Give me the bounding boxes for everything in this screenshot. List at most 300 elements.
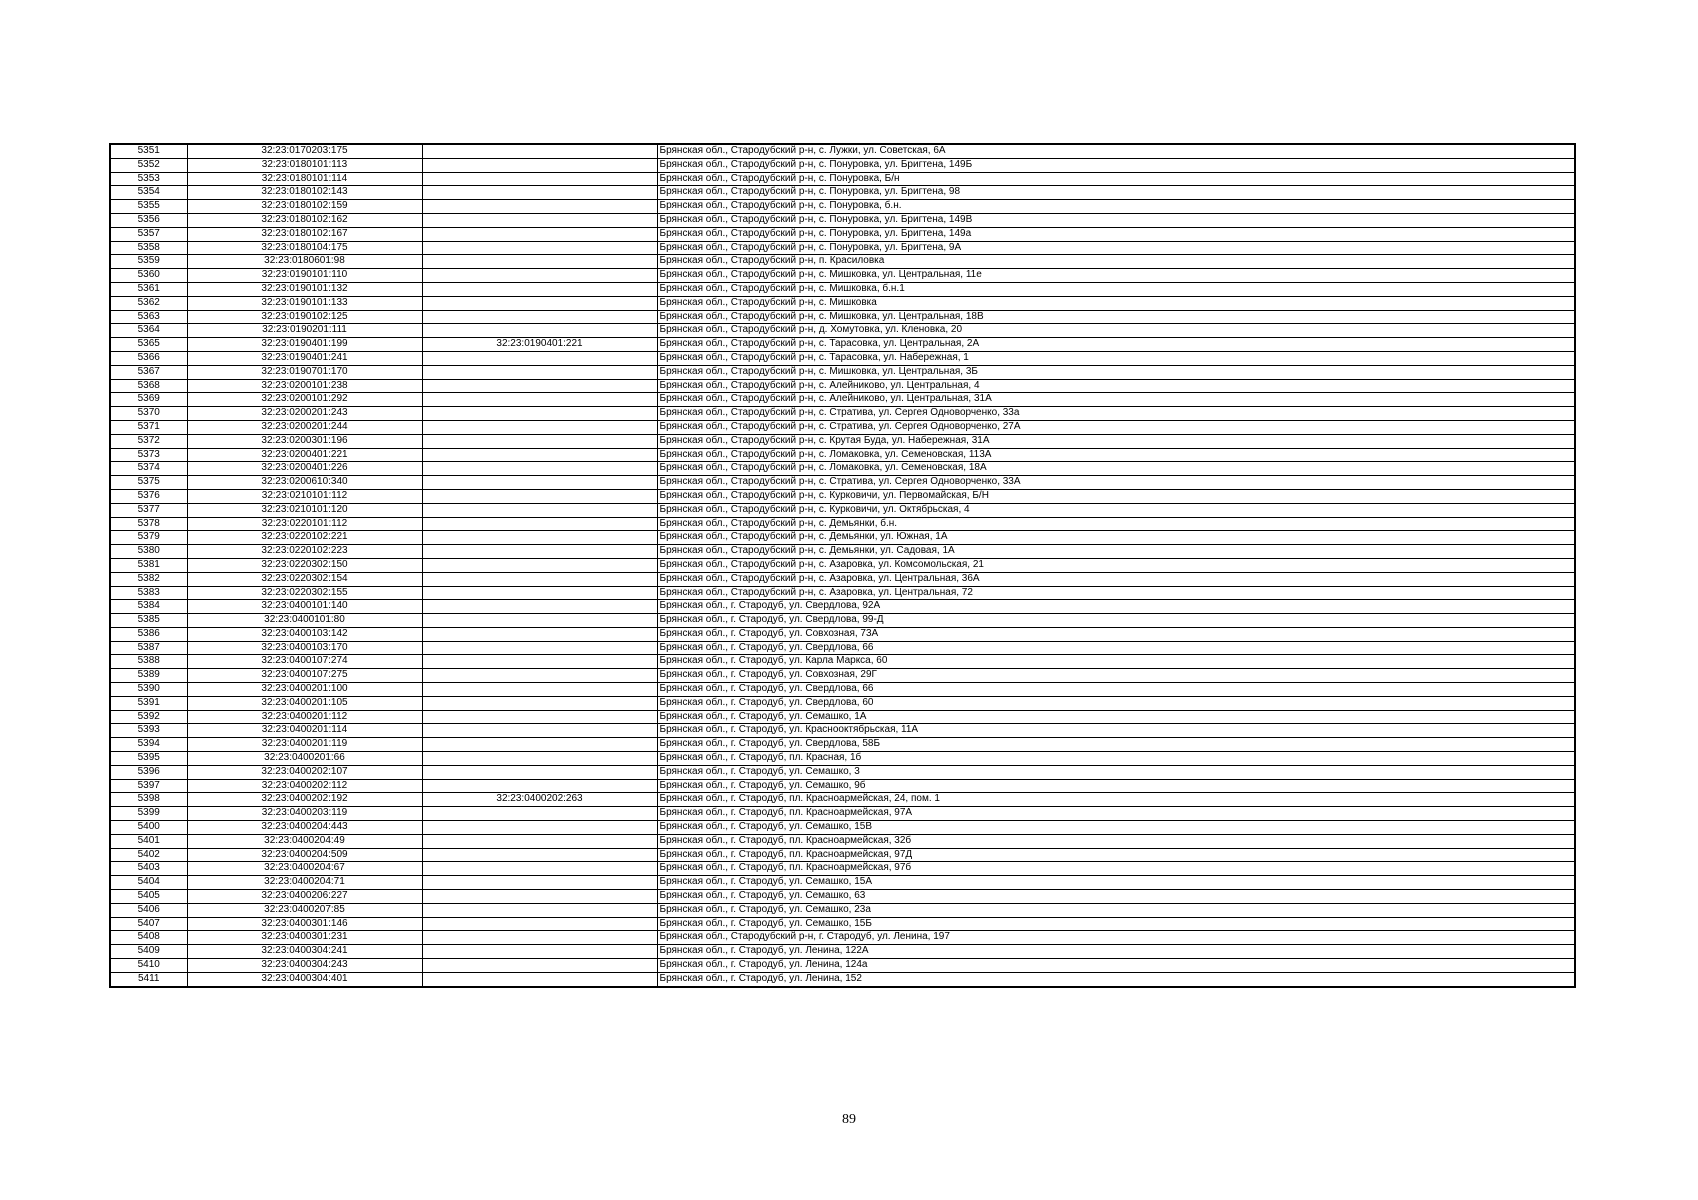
row-number-cell: 5404 [110,876,187,890]
row-number-cell: 5366 [110,351,187,365]
cadastral-number-cell: 32:23:0400201:112 [187,710,422,724]
row-number-cell: 5372 [110,434,187,448]
address-cell: Брянская обл., Стародубский р-н, с. Курковичи, ул. Октябрьская, 4 [657,503,1575,517]
table-row [110,489,1575,503]
related-cadastral-number-cell [422,752,657,766]
related-cadastral-number-cell [422,241,657,255]
row-number-cell: 5408 [110,931,187,945]
row-number-cell: 5359 [110,255,187,269]
address-cell: Брянская обл., г. Стародуб, ул. Ленина, 152 [657,972,1575,986]
cadastral-number-cell: 32:23:0190401:241 [187,351,422,365]
cadastral-number-cell: 32:23:0400202:192 [187,793,422,807]
related-cadastral-number-cell [422,227,657,241]
cadastral-number-cell: 32:23:0190102:125 [187,310,422,324]
address-cell: Брянская обл., Стародубский р-н, с. Стратива, ул. Сергея Одноворченко, 33А [657,476,1575,490]
related-cadastral-number-cell [422,448,657,462]
related-cadastral-number-cell [422,614,657,628]
address-cell: Брянская обл., Стародубский р-н, с. Алейниково, ул. Центральная, 31А [657,393,1575,407]
row-number-cell: 5357 [110,227,187,241]
table-row [110,876,1575,890]
related-cadastral-number-cell [422,531,657,545]
cadastral-number-cell: 32:23:0210101:112 [187,489,422,503]
address-cell: Брянская обл., Стародубский р-н, с. Мишковка, б.н.1 [657,282,1575,296]
address-cell: Брянская обл., г. Стародуб, ул. Свердлова, 66 [657,683,1575,697]
related-cadastral-number-cell [422,669,657,683]
related-cadastral-number-cell [422,186,657,200]
cadastral-number-cell: 32:23:0400103:142 [187,627,422,641]
address-cell: Брянская обл., Стародубский р-н, с. Азаровка, ул. Комсомольская, 21 [657,558,1575,572]
address-cell: Брянская обл., г. Стародуб, ул. Ленина, 124а [657,959,1575,973]
address-cell: Брянская обл., г. Стародуб, ул. Совхозная, 29Г [657,669,1575,683]
table-row [110,296,1575,310]
row-number-cell: 5396 [110,765,187,779]
related-cadastral-number-cell [422,710,657,724]
related-cadastral-number-cell [422,876,657,890]
related-cadastral-number-cell [422,172,657,186]
related-cadastral-number-cell [422,558,657,572]
row-number-cell: 5398 [110,793,187,807]
row-number-cell: 5368 [110,379,187,393]
address-cell: Брянская обл., г. Стародуб, ул. Ленина, 122А [657,945,1575,959]
row-number-cell: 5351 [110,144,187,158]
row-number-cell: 5354 [110,186,187,200]
related-cadastral-number-cell [422,144,657,158]
address-cell: Брянская обл., Стародубский р-н, с. Стратива, ул. Сергея Одноворченко, 33а [657,407,1575,421]
cadastral-number-cell: 32:23:0210101:120 [187,503,422,517]
address-cell: Брянская обл., Стародубский р-н, с. Мишковка, ул. Центральная, 18В [657,310,1575,324]
table-row [110,972,1575,986]
address-cell: Брянская обл., Стародубский р-н, с. Алейниково, ул. Центральная, 4 [657,379,1575,393]
table-row [110,144,1575,158]
cadastral-number-cell: 32:23:0400202:107 [187,765,422,779]
related-cadastral-number-cell [422,434,657,448]
row-number-cell: 5378 [110,517,187,531]
related-cadastral-number-cell [422,683,657,697]
table-row [110,227,1575,241]
cadastral-number-cell: 32:23:0220302:155 [187,586,422,600]
address-cell: Брянская обл., г. Стародуб, ул. Семашко, 23а [657,903,1575,917]
table-row [110,848,1575,862]
cadastral-number-cell: 32:23:0220102:221 [187,531,422,545]
row-number-cell: 5377 [110,503,187,517]
table-row [110,558,1575,572]
table-row [110,793,1575,807]
cadastral-number-cell: 32:23:0180101:113 [187,158,422,172]
address-cell: Брянская обл., г. Стародуб, ул. Свердлова, 92А [657,600,1575,614]
related-cadastral-number-cell [422,945,657,959]
related-cadastral-number-cell [422,807,657,821]
table-row [110,448,1575,462]
table-row [110,282,1575,296]
address-cell: Брянская обл., г. Стародуб, пл. Красноармейская, 97Д [657,848,1575,862]
address-cell: Брянская обл., Стародубский р-н, с. Мишковка, ул. Центральная, 3Б [657,365,1575,379]
cadastral-number-cell: 32:23:0400201:119 [187,738,422,752]
address-cell: Брянская обл., Стародубский р-н, с. Понуровка, б.н. [657,200,1575,214]
row-number-cell: 5352 [110,158,187,172]
cadastral-number-cell: 32:23:0220302:154 [187,572,422,586]
table-row [110,158,1575,172]
row-number-cell: 5373 [110,448,187,462]
table-row [110,517,1575,531]
table-row [110,200,1575,214]
address-cell: Брянская обл., г. Стародуб, ул. Свердлова, 58Б [657,738,1575,752]
row-number-cell: 5380 [110,545,187,559]
row-number-cell: 5356 [110,213,187,227]
row-number-cell: 5369 [110,393,187,407]
cadastral-number-cell: 32:23:0200401:221 [187,448,422,462]
table-row [110,407,1575,421]
related-cadastral-number-cell [422,407,657,421]
address-cell: Брянская обл., Стародубский р-н, с. Азаровка, ул. Центральная, 36А [657,572,1575,586]
cadastral-number-cell: 32:23:0190101:110 [187,269,422,283]
cadastral-number-cell: 32:23:0400204:49 [187,834,422,848]
related-cadastral-number-cell [422,310,657,324]
row-number-cell: 5409 [110,945,187,959]
row-number-cell: 5400 [110,821,187,835]
row-number-cell: 5395 [110,752,187,766]
address-cell: Брянская обл., Стародубский р-н, с. Тарасовка, ул. Набережная, 1 [657,351,1575,365]
table-row [110,752,1575,766]
related-cadastral-number-cell [422,627,657,641]
table-row [110,503,1575,517]
row-number-cell: 5402 [110,848,187,862]
address-cell: Брянская обл., Стародубский р-н, с. Курковичи, ул. Первомайская, Б/Н [657,489,1575,503]
address-cell: Брянская обл., г. Стародуб, пл. Красноармейская, 32б [657,834,1575,848]
row-number-cell: 5410 [110,959,187,973]
related-cadastral-number-cell [422,420,657,434]
table-row [110,393,1575,407]
related-cadastral-number-cell [422,917,657,931]
address-cell: Брянская обл., г. Стародуб, ул. Свердлова, 60 [657,696,1575,710]
related-cadastral-number-cell [422,779,657,793]
related-cadastral-number-cell [422,848,657,862]
row-number-cell: 5407 [110,917,187,931]
cadastral-number-cell: 32:23:0220102:223 [187,545,422,559]
related-cadastral-number-cell [422,365,657,379]
row-number-cell: 5370 [110,407,187,421]
table-row [110,765,1575,779]
cadastral-number-cell: 32:23:0400101:140 [187,600,422,614]
table-row [110,462,1575,476]
related-cadastral-number-cell [422,517,657,531]
cadastral-number-cell: 32:23:0180102:167 [187,227,422,241]
address-cell: Брянская обл., Стародубский р-н, с. Ломаковка, ул. Семеновская, 18А [657,462,1575,476]
table-row [110,738,1575,752]
address-cell: Брянская обл., Стародубский р-н, с. Ломаковка, ул. Семеновская, 113А [657,448,1575,462]
address-cell: Брянская обл., г. Стародуб, ул. Свердлова, 66 [657,641,1575,655]
table-row [110,655,1575,669]
row-number-cell: 5375 [110,476,187,490]
table-row [110,710,1575,724]
table-row [110,641,1575,655]
cadastral-number-cell: 32:23:0180601:98 [187,255,422,269]
related-cadastral-number-cell [422,545,657,559]
table-row [110,186,1575,200]
address-cell: Брянская обл., Стародубский р-н, с. Понуровка, ул. Бригтена, 149а [657,227,1575,241]
cadastral-number-cell: 32:23:0180102:159 [187,200,422,214]
table-row [110,627,1575,641]
table-row [110,351,1575,365]
row-number-cell: 5385 [110,614,187,628]
related-cadastral-number-cell [422,641,657,655]
related-cadastral-number-cell [422,931,657,945]
row-number-cell: 5364 [110,324,187,338]
address-cell: Брянская обл., Стародубский р-н, с. Демьянки, б.н. [657,517,1575,531]
related-cadastral-number-cell [422,821,657,835]
row-number-cell: 5381 [110,558,187,572]
address-cell: Брянская обл., Стародубский р-н, г. Стародуб, ул. Ленина, 197 [657,931,1575,945]
related-cadastral-number-cell [422,503,657,517]
table-row [110,241,1575,255]
address-cell: Брянская обл., г. Стародуб, пл. Красноармейская, 97б [657,862,1575,876]
related-cadastral-number-cell: 32:23:0400202:263 [422,793,657,807]
cadastral-number-cell: 32:23:0400201:100 [187,683,422,697]
row-number-cell: 5361 [110,282,187,296]
row-number-cell: 5405 [110,890,187,904]
cadastral-number-cell: 32:23:0400201:105 [187,696,422,710]
cadastral-number-cell: 32:23:0400103:170 [187,641,422,655]
row-number-cell: 5379 [110,531,187,545]
cadastral-number-cell: 32:23:0190101:132 [187,282,422,296]
address-cell: Брянская обл., Стародубский р-н, с. Лужки, ул. Советская, 6А [657,144,1575,158]
cadastral-number-cell: 32:23:0220101:112 [187,517,422,531]
related-cadastral-number-cell [422,600,657,614]
cadastral-number-cell: 32:23:0400301:146 [187,917,422,931]
row-number-cell: 5394 [110,738,187,752]
row-number-cell: 5397 [110,779,187,793]
address-cell: Брянская обл., г. Стародуб, ул. Семашко, 15А [657,876,1575,890]
row-number-cell: 5383 [110,586,187,600]
row-number-cell: 5387 [110,641,187,655]
cadastral-number-cell: 32:23:0400107:275 [187,669,422,683]
row-number-cell: 5376 [110,489,187,503]
address-cell: Брянская обл., Стародубский р-н, с. Понуровка, ул. Бригтена, 9А [657,241,1575,255]
related-cadastral-number-cell [422,324,657,338]
cadastral-number-cell: 32:23:0220302:150 [187,558,422,572]
table-row [110,476,1575,490]
address-cell: Брянская обл., Стародубский р-н, с. Понуровка, ул. Бригтена, 149В [657,213,1575,227]
related-cadastral-number-cell [422,724,657,738]
cadastral-number-cell: 32:23:0190101:133 [187,296,422,310]
address-cell: Брянская обл., Стародубский р-н, с. Понуровка, ул. Бригтена, 149Б [657,158,1575,172]
related-cadastral-number-cell [422,282,657,296]
cadastral-number-cell: 32:23:0400304:401 [187,972,422,986]
row-number-cell: 5360 [110,269,187,283]
table-row [110,545,1575,559]
cadastral-number-cell: 32:23:0400201:66 [187,752,422,766]
page-number: 89 [842,1112,856,1127]
table-row [110,572,1575,586]
cadastral-number-cell: 32:23:0180102:143 [187,186,422,200]
cadastral-number-cell: 32:23:0400203:119 [187,807,422,821]
related-cadastral-number-cell [422,158,657,172]
address-cell: Брянская обл., Стародубский р-н, с. Демьянки, ул. Садовая, 1А [657,545,1575,559]
table-row [110,779,1575,793]
address-cell: Брянская обл., г. Стародуб, ул. Семашко, 1А [657,710,1575,724]
table-row [110,269,1575,283]
table-row [110,903,1575,917]
table-row [110,365,1575,379]
row-number-cell: 5365 [110,338,187,352]
address-cell: Брянская обл., Стародубский р-н, д. Хомутовка, ул. Кленовка, 20 [657,324,1575,338]
related-cadastral-number-cell [422,834,657,848]
address-cell: Брянская обл., Стародубский р-н, с. Понуровка, ул. Бригтена, 98 [657,186,1575,200]
cadastral-number-cell: 32:23:0200201:244 [187,420,422,434]
row-number-cell: 5388 [110,655,187,669]
cadastral-number-cell: 32:23:0400206:227 [187,890,422,904]
related-cadastral-number-cell [422,862,657,876]
cadastral-number-cell: 32:23:0180101:114 [187,172,422,186]
row-number-cell: 5386 [110,627,187,641]
table-row [110,945,1575,959]
table-row [110,890,1575,904]
cadastral-number-cell: 32:23:0400204:509 [187,848,422,862]
property-table [109,143,1576,988]
table-row [110,531,1575,545]
address-cell: Брянская обл., г. Стародуб, ул. Семашко, 15Б [657,917,1575,931]
table-row [110,696,1575,710]
table-row [110,917,1575,931]
table-row [110,959,1575,973]
row-number-cell: 5390 [110,683,187,697]
cadastral-number-cell: 32:23:0400301:231 [187,931,422,945]
row-number-cell: 5353 [110,172,187,186]
related-cadastral-number-cell: 32:23:0190401:221 [422,338,657,352]
row-number-cell: 5393 [110,724,187,738]
address-cell: Брянская обл., Стародубский р-н, с. Понуровка, Б/н [657,172,1575,186]
cadastral-number-cell: 32:23:0400304:241 [187,945,422,959]
address-cell: Брянская обл., г. Стародуб, ул. Семашко, 63 [657,890,1575,904]
table-row [110,931,1575,945]
cadastral-number-cell: 32:23:0200101:238 [187,379,422,393]
related-cadastral-number-cell [422,200,657,214]
row-number-cell: 5384 [110,600,187,614]
address-cell: Брянская обл., г. Стародуб, пл. Красноармейская, 97А [657,807,1575,821]
related-cadastral-number-cell [422,489,657,503]
cadastral-number-cell: 32:23:0400207:85 [187,903,422,917]
address-cell: Брянская обл., г. Стародуб, ул. Семашко, 15В [657,821,1575,835]
table-row [110,807,1575,821]
row-number-cell: 5362 [110,296,187,310]
table-row [110,862,1575,876]
row-number-cell: 5411 [110,972,187,986]
cadastral-number-cell: 32:23:0200201:243 [187,407,422,421]
table-row [110,420,1575,434]
row-number-cell: 5403 [110,862,187,876]
cadastral-number-cell: 32:23:0200610:340 [187,476,422,490]
row-number-cell: 5399 [110,807,187,821]
cadastral-number-cell: 32:23:0200401:226 [187,462,422,476]
table-row [110,586,1575,600]
table-row [110,434,1575,448]
related-cadastral-number-cell [422,655,657,669]
cadastral-number-cell: 32:23:0200101:292 [187,393,422,407]
related-cadastral-number-cell [422,379,657,393]
table-row [110,683,1575,697]
address-cell: Брянская обл., Стародубский р-н, с. Азаровка, ул. Центральная, 72 [657,586,1575,600]
table-row [110,213,1575,227]
related-cadastral-number-cell [422,972,657,986]
row-number-cell: 5355 [110,200,187,214]
cadastral-number-cell: 32:23:0200301:196 [187,434,422,448]
related-cadastral-number-cell [422,890,657,904]
row-number-cell: 5401 [110,834,187,848]
cadastral-number-cell: 32:23:0400204:67 [187,862,422,876]
address-cell: Брянская обл., г. Стародуб, ул. Совхозная, 73А [657,627,1575,641]
cadastral-number-cell: 32:23:0190401:199 [187,338,422,352]
address-cell: Брянская обл., г. Стародуб, пл. Красная, 1б [657,752,1575,766]
table-row [110,834,1575,848]
property-table-body [110,144,1575,987]
table-row [110,310,1575,324]
related-cadastral-number-cell [422,351,657,365]
table-row [110,324,1575,338]
row-number-cell: 5367 [110,365,187,379]
address-cell: Брянская обл., Стародубский р-н, с. Мишковка [657,296,1575,310]
cadastral-number-cell: 32:23:0400304:243 [187,959,422,973]
related-cadastral-number-cell [422,296,657,310]
related-cadastral-number-cell [422,903,657,917]
cadastral-number-cell: 32:23:0190201:111 [187,324,422,338]
address-cell: Брянская обл., г. Стародуб, ул. Краснооктябрьская, 11А [657,724,1575,738]
address-cell: Брянская обл., г. Стародуб, ул. Семашко, 3 [657,765,1575,779]
cadastral-number-cell: 32:23:0400204:443 [187,821,422,835]
address-cell: Брянская обл., Стародубский р-н, с. Демьянки, ул. Южная, 1А [657,531,1575,545]
row-number-cell: 5389 [110,669,187,683]
address-cell: Брянская обл., г. Стародуб, ул. Карла Маркса, 60 [657,655,1575,669]
cadastral-number-cell: 32:23:0180104:175 [187,241,422,255]
row-number-cell: 5406 [110,903,187,917]
cadastral-number-cell: 32:23:0400101:80 [187,614,422,628]
cadastral-number-cell: 32:23:0400204:71 [187,876,422,890]
related-cadastral-number-cell [422,255,657,269]
row-number-cell: 5363 [110,310,187,324]
address-cell: Брянская обл., г. Стародуб, ул. Семашко, 9б [657,779,1575,793]
cadastral-number-cell: 32:23:0190701:170 [187,365,422,379]
cadastral-number-cell: 32:23:0400201:114 [187,724,422,738]
related-cadastral-number-cell [422,462,657,476]
address-cell: Брянская обл., г. Стародуб, ул. Свердлова, 99-Д [657,614,1575,628]
related-cadastral-number-cell [422,586,657,600]
row-number-cell: 5391 [110,696,187,710]
row-number-cell: 5358 [110,241,187,255]
related-cadastral-number-cell [422,213,657,227]
cadastral-number-cell: 32:23:0180102:162 [187,213,422,227]
table-row [110,614,1575,628]
row-number-cell: 5374 [110,462,187,476]
related-cadastral-number-cell [422,696,657,710]
address-cell: Брянская обл., Стародубский р-н, с. Мишковка, ул. Центральная, 11е [657,269,1575,283]
cadastral-number-cell: 32:23:0400107:274 [187,655,422,669]
address-cell: Брянская обл., Стародубский р-н, п. Красиловка [657,255,1575,269]
address-cell: Брянская обл., г. Стародуб, пл. Красноармейская, 24, пом. 1 [657,793,1575,807]
related-cadastral-number-cell [422,269,657,283]
related-cadastral-number-cell [422,393,657,407]
table-row [110,600,1575,614]
related-cadastral-number-cell [422,738,657,752]
row-number-cell: 5371 [110,420,187,434]
cadastral-number-cell: 32:23:0170203:175 [187,144,422,158]
table-row [110,669,1575,683]
table-row [110,172,1575,186]
address-cell: Брянская обл., Стародубский р-н, с. Крутая Буда, ул. Набережная, 31А [657,434,1575,448]
row-number-cell: 5382 [110,572,187,586]
related-cadastral-number-cell [422,959,657,973]
address-cell: Брянская обл., Стародубский р-н, с. Тарасовка, ул. Центральная, 2А [657,338,1575,352]
related-cadastral-number-cell [422,572,657,586]
table-row [110,821,1575,835]
table-row [110,255,1575,269]
